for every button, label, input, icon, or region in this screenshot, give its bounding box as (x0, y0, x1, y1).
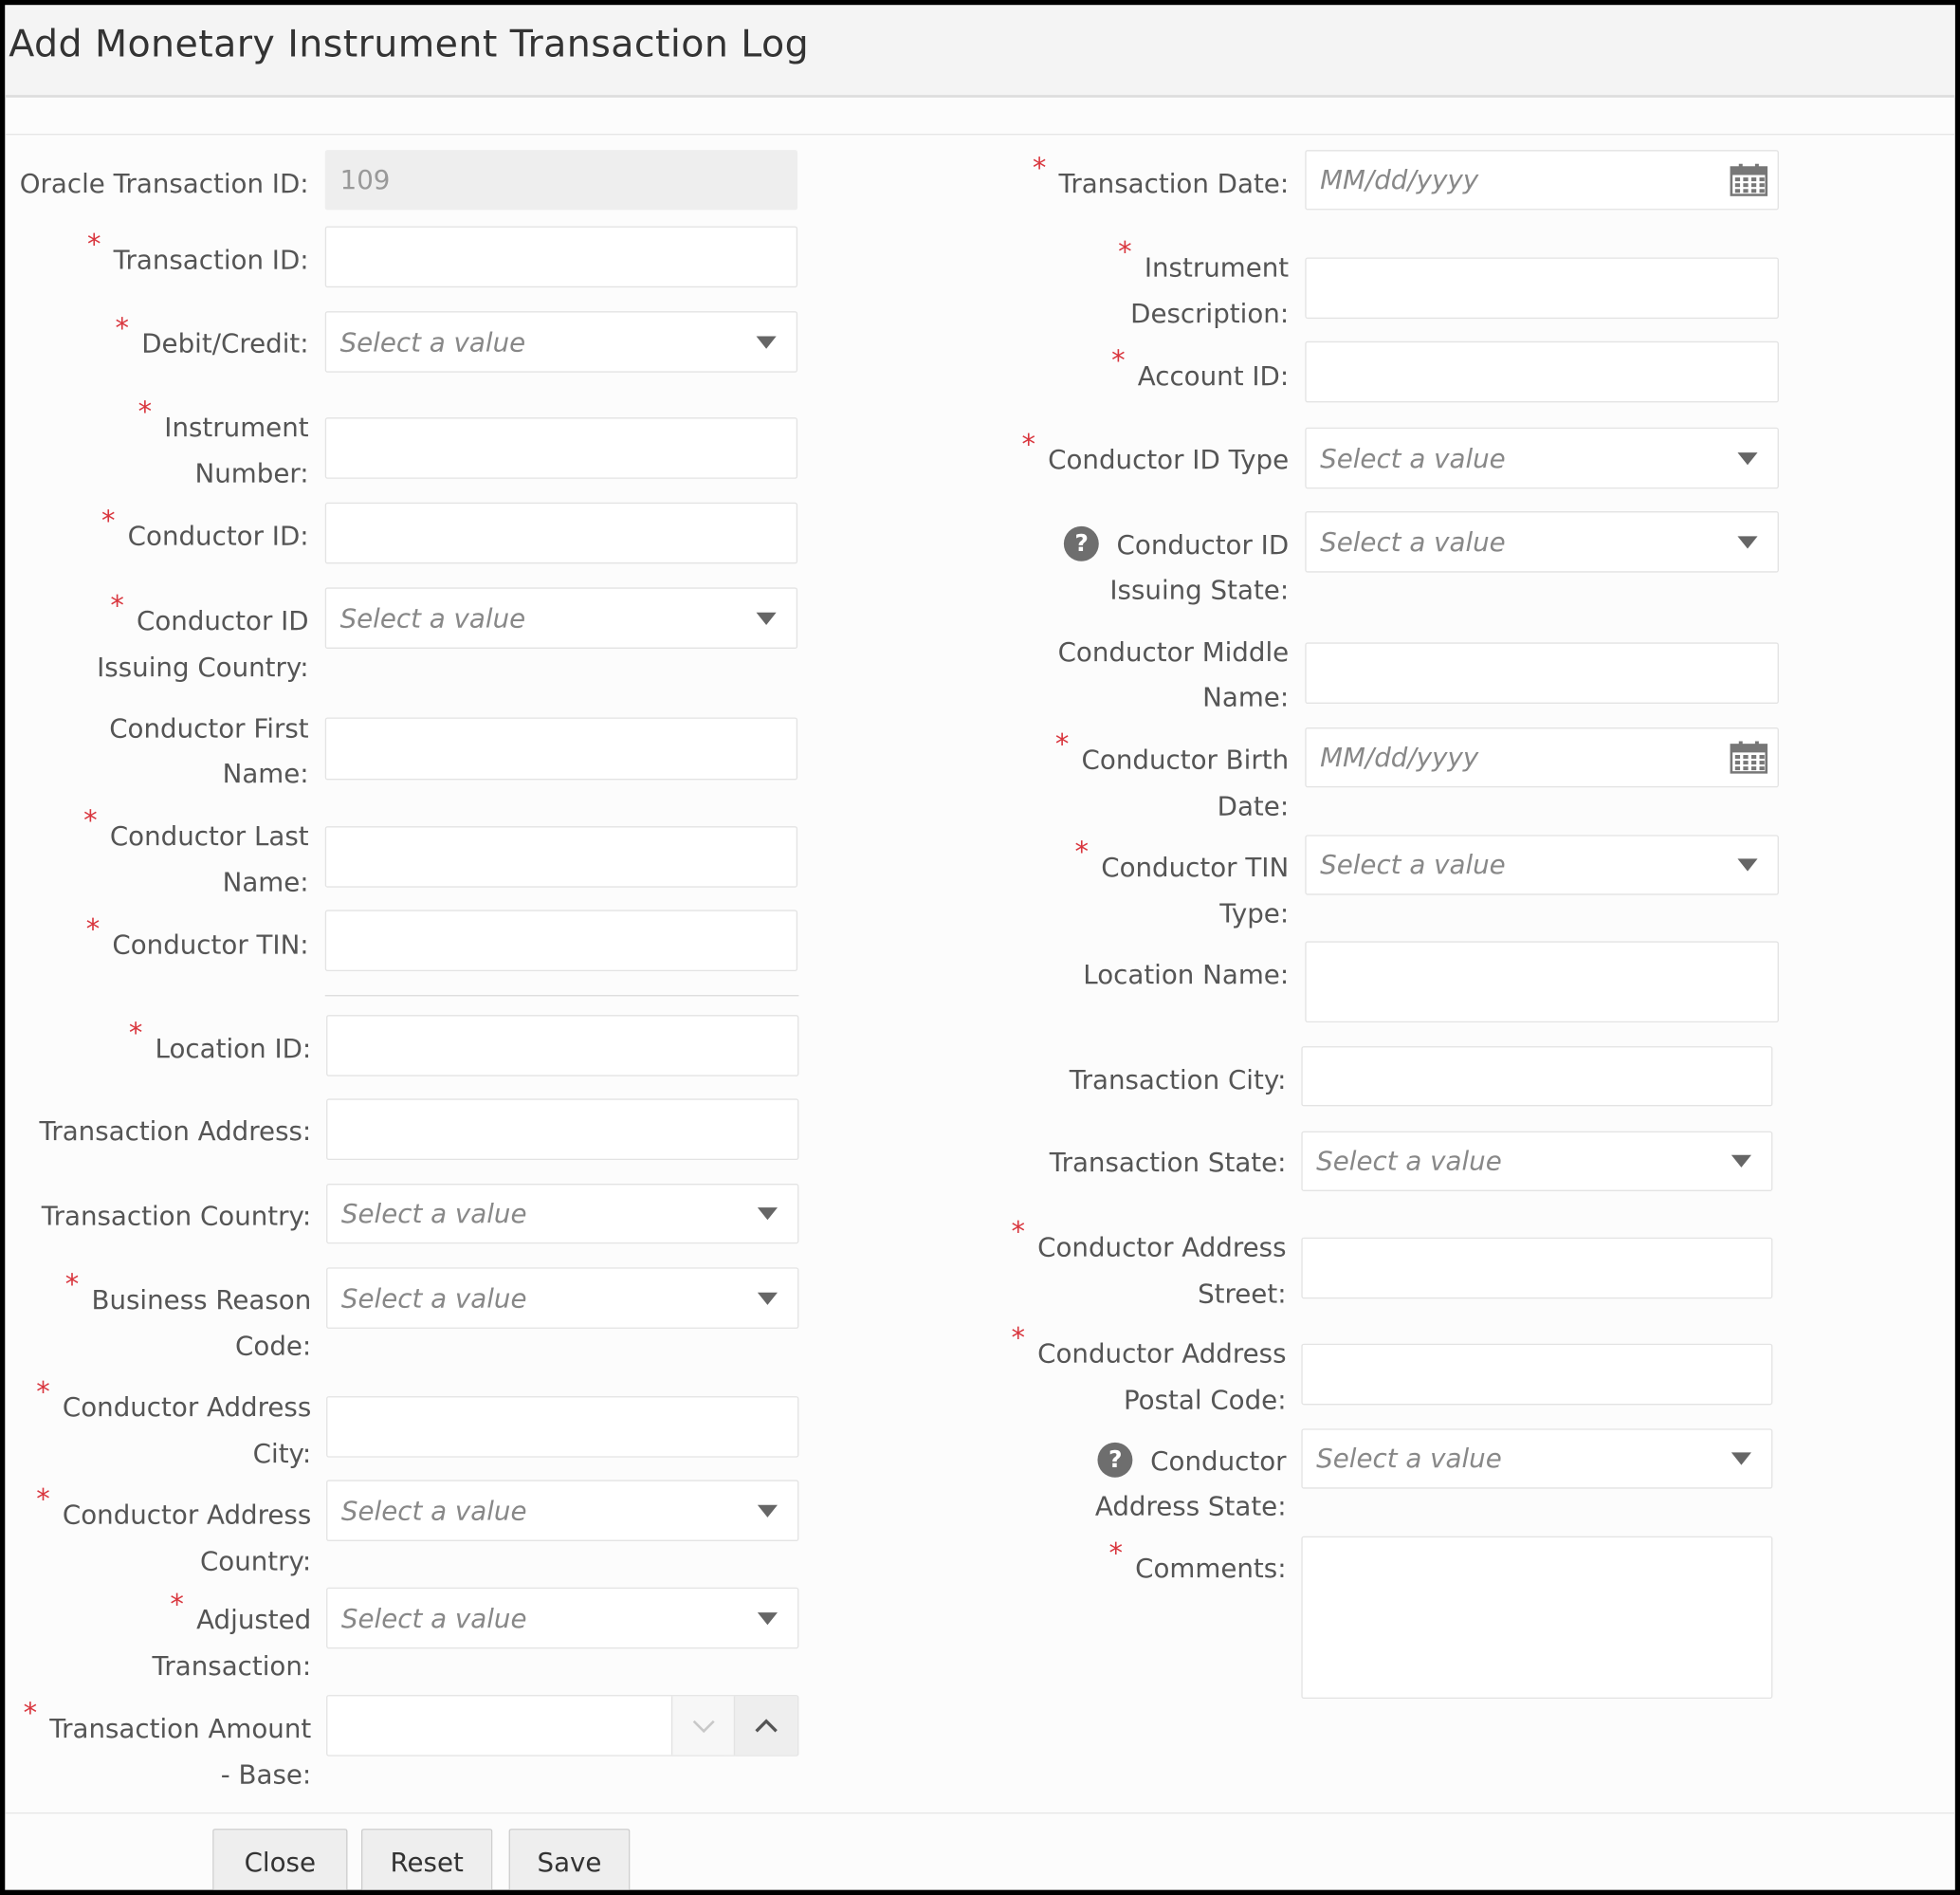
label-text: Conductor (1150, 1445, 1287, 1477)
chevron-down-icon[interactable] (757, 336, 777, 348)
label-text: Conductor TIN (1101, 852, 1290, 883)
label-text: Comments: (1135, 1554, 1287, 1584)
label-text: Transaction City: (1069, 1064, 1287, 1095)
label-line (36, 1484, 312, 1539)
transaction-country-label (42, 1194, 311, 1239)
divider (5, 1812, 1955, 1813)
required-asterisk: * (1108, 1538, 1123, 1571)
label-line (36, 1431, 311, 1476)
calendar-icon[interactable] (1731, 164, 1768, 196)
conductor-address-street-label (1011, 1217, 1287, 1316)
placeholder: MM/dd/yyyy (1320, 164, 1479, 195)
dialog-header (5, 5, 1955, 98)
placeholder: Select a value (340, 1603, 527, 1633)
conductor-middle-name-label (1058, 630, 1290, 720)
label-text: Description: (1130, 298, 1290, 329)
required-asterisk: * (170, 1590, 184, 1622)
label-line (39, 1109, 311, 1153)
label-text: Name: (1202, 682, 1290, 713)
conductor-address-postal-code-input[interactable] (1301, 1344, 1772, 1406)
chevron-down-icon[interactable] (758, 1292, 778, 1304)
label-line (1058, 675, 1290, 720)
label-line (1032, 154, 1290, 208)
divider (5, 134, 1955, 135)
label-line (1011, 1271, 1286, 1315)
transaction-country-select[interactable] (326, 1184, 798, 1243)
placeholder: Select a value (1320, 526, 1506, 558)
label-line (101, 506, 309, 561)
label-text: Country: (199, 1546, 312, 1576)
dialog-title: Add Monetary Instrument Transaction Log (9, 22, 810, 66)
comments-label (1108, 1538, 1287, 1592)
transaction-state-label (1050, 1140, 1287, 1185)
help-icon[interactable]: ? (1098, 1443, 1133, 1478)
label-line (1108, 1538, 1287, 1592)
conductor-birth-date-label (1054, 729, 1290, 829)
transaction-id-label (86, 230, 309, 284)
label-line (1058, 630, 1290, 674)
label-text: Location Name: (1083, 960, 1290, 990)
required-asterisk: * (115, 313, 130, 345)
label-text: Debit/Credit: (141, 328, 309, 359)
chevron-down-icon[interactable] (1737, 451, 1757, 464)
transaction-address-label (39, 1109, 311, 1153)
conductor-id-issuing-country-select[interactable] (325, 587, 797, 649)
label-line (86, 230, 309, 284)
label-text: - Base: (220, 1759, 312, 1791)
label-text: Adjusted (196, 1605, 312, 1635)
chevron-down-icon[interactable] (758, 1611, 778, 1624)
label-text: Business Reason (91, 1284, 312, 1315)
transaction-date-label (1032, 154, 1290, 208)
label-line (115, 313, 309, 368)
label-text: Transaction Address: (39, 1115, 312, 1147)
business-reason-code-select[interactable] (326, 1267, 798, 1329)
conductor-first-name-label (109, 707, 308, 797)
label-line (1021, 430, 1290, 484)
transaction-amount-base-label (23, 1699, 312, 1797)
conductor-tin-label (85, 914, 309, 969)
label-text: Issuing State: (1109, 575, 1290, 605)
placeholder: Select a value (1320, 443, 1506, 473)
label-text: Postal Code: (1123, 1385, 1287, 1415)
placeholder: Select a value (1316, 1146, 1502, 1177)
label-text: Address State: (1094, 1491, 1287, 1521)
required-asterisk: * (110, 591, 124, 623)
label-line (85, 914, 309, 969)
label-line (64, 1269, 312, 1324)
label-text: Transaction ID: (113, 245, 309, 275)
conductor-tin-type-select[interactable] (1305, 835, 1779, 894)
conductor-address-country-label (36, 1484, 312, 1584)
label-line (36, 1538, 311, 1583)
label-line (1064, 523, 1289, 567)
label-text: Transaction Country: (41, 1201, 312, 1232)
help-icon[interactable]: ? (1064, 526, 1099, 561)
required-asterisk: * (83, 806, 98, 837)
conductor-first-name-input[interactable] (325, 717, 797, 780)
label-text: Transaction: (152, 1650, 312, 1682)
label-text: Code: (235, 1331, 312, 1362)
chevron-down-icon[interactable] (757, 612, 777, 624)
required-asterisk: * (36, 1484, 50, 1517)
required-asterisk: * (137, 397, 153, 430)
dialog (5, 5, 1955, 1889)
label-line (23, 1699, 312, 1753)
placeholder: MM/dd/yyyy (1320, 742, 1479, 773)
label-line (65, 1324, 311, 1369)
debit-credit-label (115, 313, 309, 368)
label-line (1118, 237, 1290, 291)
label-line (1055, 783, 1289, 828)
label-text: Conductor Birth (1081, 745, 1290, 776)
label-text: Transaction State: (1049, 1147, 1287, 1178)
conductor-address-city-input[interactable] (326, 1396, 798, 1458)
label-text: Conductor First (109, 713, 309, 745)
label-line (97, 645, 308, 690)
required-asterisk: * (1032, 154, 1047, 186)
transaction-amount-base-number-input[interactable] (326, 1695, 798, 1757)
location-name-input[interactable] (1305, 941, 1779, 1022)
label-text: Oracle Transaction ID: (19, 168, 309, 199)
instrument-number-label (137, 397, 309, 496)
chevron-down-icon[interactable] (1737, 536, 1757, 548)
label-line (109, 707, 308, 751)
conductor-id-type-select[interactable] (1305, 428, 1779, 489)
close-button[interactable]: Close (212, 1829, 347, 1890)
label-line (138, 451, 309, 496)
label-line (1011, 1377, 1286, 1422)
required-asterisk: * (1111, 346, 1126, 378)
label-text: Transaction Date: (1058, 168, 1290, 199)
label-text: Conductor Address (1037, 1232, 1287, 1263)
business-reason-code-label (64, 1269, 312, 1369)
label-line (1095, 1483, 1287, 1528)
increment-button[interactable] (734, 1696, 797, 1755)
transaction-state-select[interactable] (1301, 1131, 1772, 1191)
chevron-down-icon[interactable] (758, 1504, 778, 1517)
save-button[interactable]: Save (509, 1829, 631, 1890)
label-line (36, 1377, 312, 1431)
location-id-label (128, 1019, 312, 1073)
label-text: Transaction Amount (49, 1713, 312, 1744)
conductor-middle-name-input[interactable] (1305, 642, 1779, 704)
label-text: Conductor ID (137, 606, 309, 636)
label-line (1095, 1439, 1287, 1483)
label-text: City: (252, 1438, 312, 1469)
conductor-last-name-input[interactable] (325, 826, 797, 888)
required-asterisk: * (85, 914, 101, 947)
conductor-id-label (101, 506, 309, 561)
label-line (153, 1590, 312, 1644)
label-text: Conductor ID Type (1048, 445, 1290, 475)
instrument-description-input[interactable] (1305, 257, 1779, 319)
placeholder: Select a value (339, 602, 526, 634)
label-line (1054, 729, 1290, 784)
required-asterisk: * (128, 1019, 143, 1051)
label-line (1083, 952, 1289, 997)
transaction-city-input[interactable] (1301, 1046, 1772, 1106)
conductor-address-postal-code-label (1011, 1323, 1287, 1423)
chevron-down-icon[interactable] (1737, 858, 1757, 871)
label-text: Conductor ID: (127, 521, 309, 552)
chevron-down-icon[interactable] (1731, 1452, 1751, 1464)
adjusted-transaction-select[interactable] (326, 1588, 798, 1649)
label-line (137, 397, 309, 451)
field-value: 109 (339, 164, 391, 195)
conductor-id-issuing-state-select[interactable] (1305, 511, 1779, 573)
conductor-tin-input[interactable] (325, 910, 797, 971)
required-asterisk: * (86, 230, 101, 262)
label-text: Conductor Address (62, 1392, 312, 1423)
adjusted-transaction-label (152, 1590, 312, 1688)
label-text: Street: (1198, 1279, 1287, 1309)
label-line (109, 751, 308, 796)
required-asterisk: * (64, 1269, 80, 1301)
label-text: Name: (222, 867, 309, 898)
label-text: Account ID: (1137, 360, 1290, 392)
label-line (20, 161, 309, 206)
placeholder: Select a value (340, 1198, 527, 1229)
required-asterisk: * (23, 1699, 38, 1730)
account-id-label (1111, 346, 1290, 400)
label-text: Conductor TIN: (112, 929, 309, 961)
conductor-id-issuing-state-label (1064, 523, 1289, 613)
label-text: Conductor Last (109, 820, 309, 852)
label-text: Issuing Country: (97, 652, 309, 683)
conductor-birth-date-date-input[interactable] (1305, 727, 1779, 787)
transaction-date-date-input[interactable] (1305, 150, 1779, 210)
conductor-address-street-input[interactable] (1301, 1238, 1772, 1299)
label-line (1111, 346, 1290, 400)
instrument-description-label (1118, 237, 1290, 336)
label-line (97, 591, 309, 645)
conductor-id-type-label (1021, 430, 1290, 484)
placeholder: Select a value (340, 1495, 527, 1526)
chevron-down-icon[interactable] (1731, 1155, 1751, 1168)
required-asterisk: * (1011, 1323, 1025, 1355)
label-line (1064, 567, 1289, 612)
label-line (128, 1019, 312, 1073)
label-text: Date: (1217, 791, 1290, 821)
label-line (1118, 291, 1289, 336)
placeholder: Select a value (339, 326, 526, 358)
conductor-address-state-select[interactable] (1301, 1428, 1772, 1488)
chevron-down-icon[interactable] (758, 1207, 778, 1220)
comments-textarea[interactable] (1301, 1536, 1772, 1699)
label-line (1050, 1140, 1287, 1185)
required-asterisk: * (1021, 430, 1035, 462)
label-line (1074, 837, 1290, 892)
required-asterisk: * (1118, 237, 1132, 269)
label-text: Conductor Middle (1057, 637, 1290, 668)
label-line (1075, 892, 1290, 936)
label-text: Conductor ID (1116, 529, 1290, 561)
label-line (153, 1644, 312, 1688)
location-name-label (1083, 952, 1289, 997)
conductor-address-state-label (1095, 1439, 1287, 1529)
conductor-address-city-label (36, 1377, 312, 1476)
reset-button[interactable]: Reset (361, 1829, 492, 1890)
divider (325, 995, 799, 996)
conductor-tin-type-label (1074, 837, 1290, 936)
label-text: Instrument (1144, 252, 1290, 283)
label-line (1011, 1217, 1287, 1272)
calendar-icon[interactable] (1731, 742, 1768, 774)
placeholder: Select a value (1316, 1444, 1502, 1474)
conductor-address-country-select[interactable] (326, 1480, 798, 1541)
label-text: Location ID: (155, 1033, 312, 1064)
label-text: Type: (1219, 898, 1290, 929)
required-asterisk: * (101, 506, 116, 538)
label-line (83, 860, 308, 905)
conductor-last-name-label (83, 806, 309, 905)
oracle-transaction-id-label (20, 161, 309, 206)
label-line (1011, 1323, 1287, 1378)
transaction-address-input[interactable] (326, 1098, 798, 1160)
transaction-city-label (1070, 1058, 1287, 1102)
placeholder: Select a value (1320, 850, 1506, 880)
label-text: Conductor Address (62, 1499, 312, 1531)
label-line (1070, 1058, 1287, 1102)
location-id-input[interactable] (326, 1015, 798, 1076)
account-id-input[interactable] (1305, 341, 1779, 403)
label-line (42, 1194, 311, 1239)
label-line (83, 806, 309, 860)
oracle-transaction-id-input (325, 150, 797, 210)
label-line (24, 1753, 312, 1797)
transaction-id-input[interactable] (325, 227, 797, 288)
required-asterisk: * (36, 1377, 50, 1409)
label-text: Instrument (164, 412, 309, 443)
conductor-id-issuing-country-label (97, 591, 309, 690)
instrument-number-input[interactable] (325, 417, 797, 479)
conductor-id-input[interactable] (325, 503, 797, 564)
label-text: Number: (194, 458, 309, 489)
required-asterisk: * (1011, 1217, 1025, 1249)
label-text: Name: (222, 758, 309, 789)
required-asterisk: * (1054, 729, 1070, 762)
label-text: Conductor Address (1037, 1338, 1287, 1370)
debit-credit-select[interactable] (325, 311, 797, 373)
required-asterisk: * (1074, 837, 1090, 869)
placeholder: Select a value (340, 1282, 527, 1314)
decrement-button[interactable] (671, 1696, 735, 1755)
